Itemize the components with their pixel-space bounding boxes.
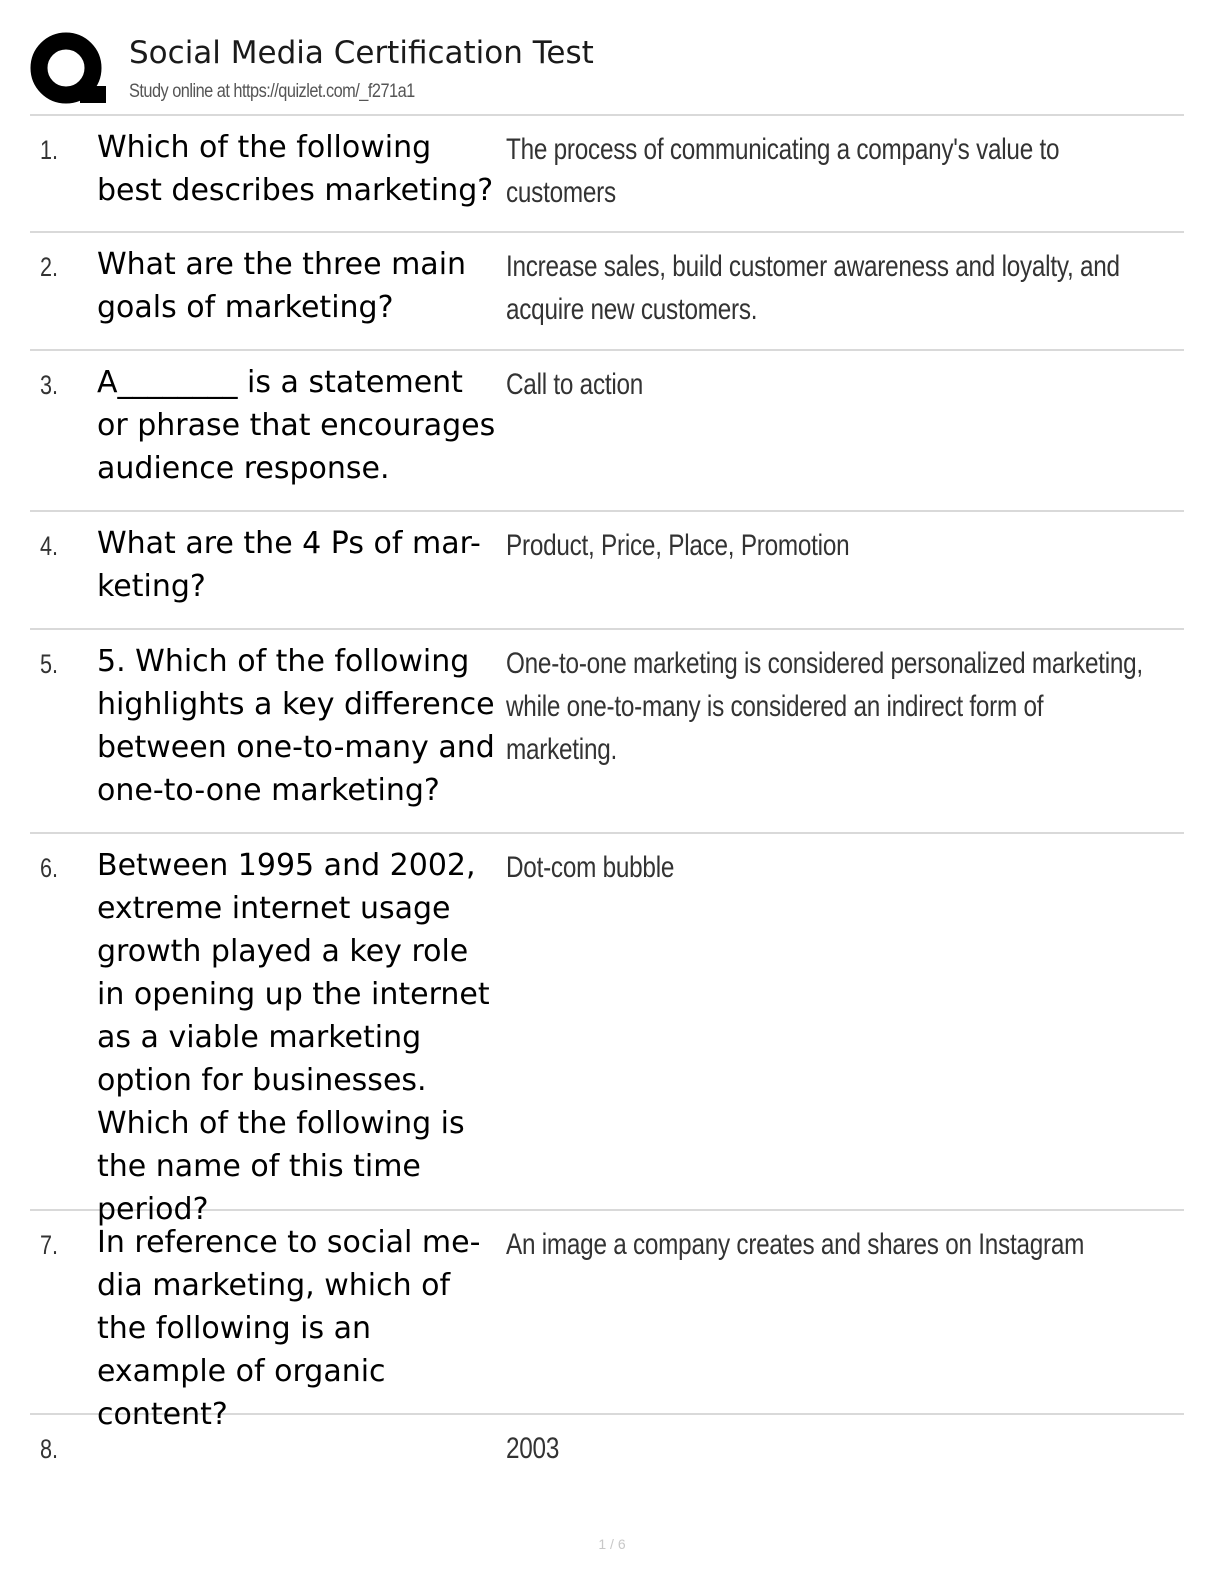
card-number: 6.: [40, 853, 59, 883]
card-number: 3.: [40, 370, 59, 400]
card-term: What are the three main goals of marketing?: [97, 247, 467, 325]
flashcard-row: [30, 233, 1184, 351]
card-term: 5. Which of the following highlights a key difference between one-to-many and one-to-one marketing?: [97, 644, 495, 808]
card-term: In reference to social me-dia marketing, which of the following is an example of organic content?: [97, 1225, 481, 1432]
flashcard-row: [30, 351, 1184, 512]
card-definition: The process of communicating a company's value to customers: [506, 133, 1060, 209]
flashcard-row: [30, 834, 1184, 1227]
card-term: What are the 4 Ps of mar-keting?: [97, 526, 481, 604]
page-number: 1 / 6: [598, 1536, 626, 1552]
card-number: 7.: [40, 1230, 59, 1260]
flashcard-row: [30, 1211, 1184, 1432]
card-definition: Call to action: [506, 368, 644, 401]
flashcard-list: [30, 116, 1184, 1515]
card-term: Which of the following best describes marketing?: [97, 130, 494, 208]
card-number: 5.: [40, 649, 59, 679]
flashcard-row: [30, 512, 1184, 630]
card-number: 1.: [40, 135, 59, 165]
card-definition: An image a company creates and shares on Instagram: [506, 1228, 1085, 1261]
card-definition: 2003: [506, 1432, 560, 1465]
flashcard-row: [30, 1415, 1184, 1515]
quizlet-q-logo-icon: [30, 30, 108, 108]
card-number: 4.: [40, 531, 59, 561]
card-term: Between 1995 and 2002, extreme internet usage growth played a key role in opening up the internet as a viable marketing option for businesses. Which of the following is the name of this time period?: [97, 848, 490, 1227]
document-header: [30, 28, 1184, 116]
card-number: 2.: [40, 252, 59, 282]
flashcard-row: [30, 116, 1184, 233]
document-title: Social Media Certification Test: [129, 35, 594, 71]
card-definition: Dot-com bubble: [506, 851, 675, 884]
document-subtitle: Study online at https://quizlet.com/_f271a1: [129, 81, 415, 102]
card-definition: One-to-one marketing is considered personalized marketing, while one-to-many is considered an indirect form of marketing.: [506, 647, 1143, 766]
card-term: A________ is a statement or phrase that encourages audience response.: [97, 365, 496, 486]
card-definition: Product, Price, Place, Promotion: [506, 529, 850, 562]
card-definition: Increase sales, build customer awareness and loyalty, and acquire new customers.: [506, 250, 1120, 326]
flashcard-row: [30, 630, 1184, 834]
card-number: 8.: [40, 1434, 59, 1464]
